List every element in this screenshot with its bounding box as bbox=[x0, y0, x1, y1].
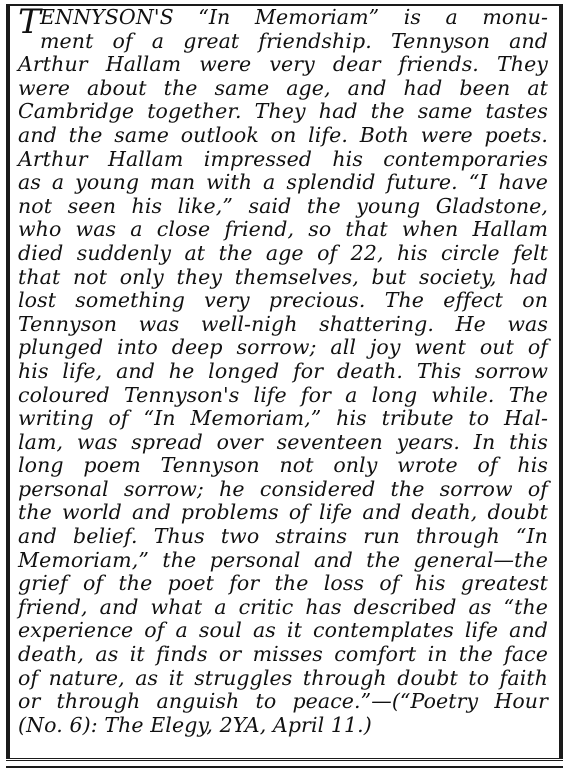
article-line: long poem Tennyson not only wrote of his bbox=[18, 453, 548, 478]
article-line: the world and problems of life and death, doubt bbox=[18, 500, 548, 525]
article-line: and the same outlook on life. Both were poets. bbox=[18, 122, 548, 147]
article-line: coloured Tennyson's life for a long while. The bbox=[18, 382, 548, 407]
article-line: writing of “In Memoriam,” his tribute to Hal- bbox=[18, 406, 548, 431]
article-line: grief of the poet for the loss of his greatest bbox=[18, 571, 548, 596]
article-line: were about the same age, and had been at bbox=[18, 75, 548, 100]
article-line: not seen his like,” said the young Gladstone, bbox=[18, 193, 548, 218]
article-line: experience of a soul as it contemplates life and bbox=[18, 618, 548, 643]
article-line: Arthur Hallam were very dear friends. They bbox=[18, 52, 548, 77]
article-line: his life, and he longed for death. This sorrow bbox=[18, 358, 548, 383]
article-line: (No. 6): The Elegy, 2YA, April 11.) bbox=[18, 712, 372, 737]
article-line: Memoriam,” the personal and the general—the bbox=[18, 547, 548, 572]
article-line: as a young man with a splendid future. “I have bbox=[18, 170, 548, 195]
drop-cap: T bbox=[18, 2, 41, 42]
bottom-rule bbox=[6, 758, 563, 761]
article-line: or through anguish to peace.”—(“Poetry Hour bbox=[18, 689, 548, 714]
article-line: ment of a great friendship. Tennyson and bbox=[40, 28, 548, 53]
article-line: lam, was spread over seventeen years. In this bbox=[18, 429, 548, 454]
article-line: and belief. Thus two strains run through “In bbox=[18, 524, 548, 549]
article-line: personal sorrow; he considered the sorrow of bbox=[18, 476, 548, 501]
article-line: friend, and what a critic has described as “the bbox=[18, 594, 548, 619]
article-line: plunged into deep sorrow; all joy went out of bbox=[18, 335, 548, 360]
article-line: Arthur Hallam impressed his contemporaries bbox=[18, 146, 548, 171]
article-line: ENNYSON'S “In Memoriam” is a monu- bbox=[40, 5, 548, 29]
article-line: Cambridge together. They had the same tastes bbox=[18, 99, 548, 124]
article-text bbox=[18, 2, 548, 737]
article-line: death, as it finds or misses comfort in the face bbox=[18, 642, 548, 667]
article-line: lost something very precious. The effect on bbox=[18, 288, 548, 313]
article-line: Tennyson was well-nigh shattering. He was bbox=[18, 311, 548, 336]
bottom-rule-outer bbox=[6, 766, 563, 768]
article-line: that not only they themselves, but society, had bbox=[18, 264, 548, 289]
article-line: of nature, as it struggles through doubt to faith bbox=[18, 665, 548, 690]
article-lines bbox=[18, 2, 548, 737]
article-line: who was a close friend, so that when Hallam bbox=[18, 217, 548, 242]
article-line: died suddenly at the age of 22, his circle felt bbox=[18, 240, 548, 265]
